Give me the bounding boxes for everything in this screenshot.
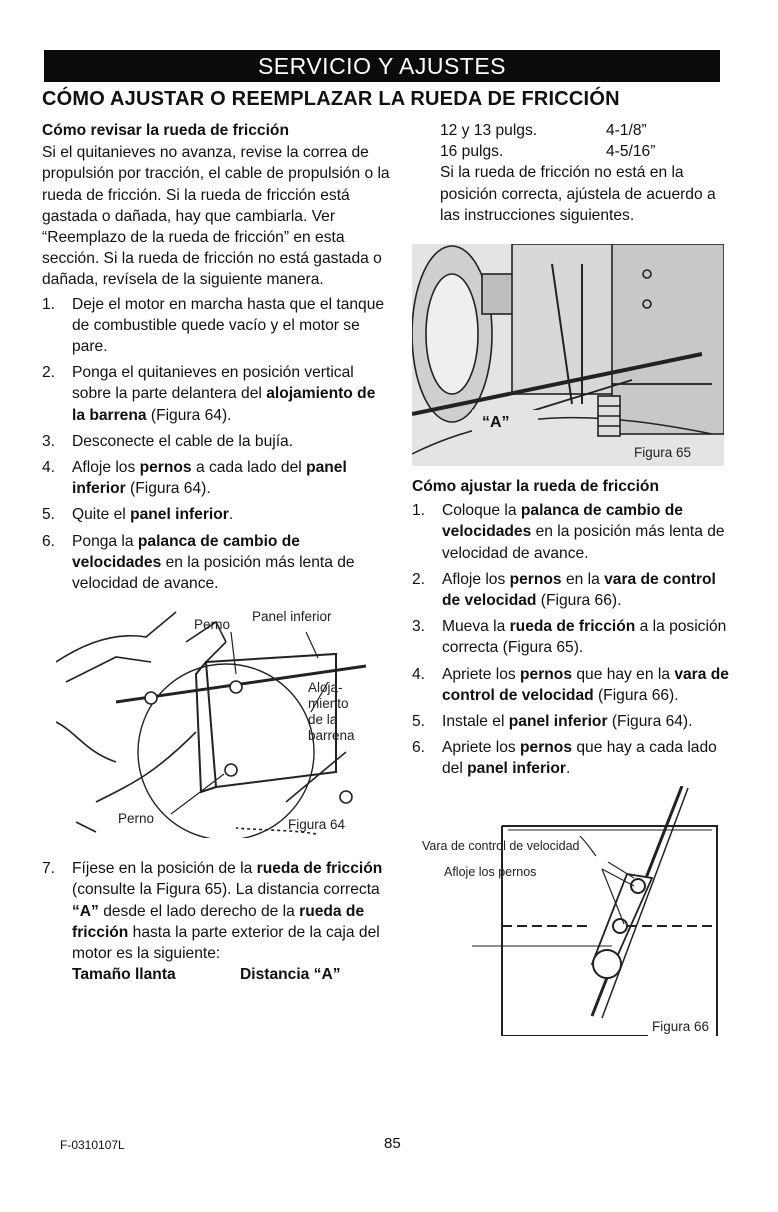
list-item: 7. Fíjese en la posición de la rueda de fricción (consulte la Figura 65). La distancia correcta “A” desde el lado derecho de la rueda de fricción hasta la parte exterior de la caja del motor es la siguiente: Tamaño llanta Distancia “A”	[42, 858, 392, 985]
figure-65-illustration	[412, 244, 724, 466]
section-title: CÓMO AJUSTAR O REEMPLAZAR LA RUEDA DE FRICCIÓN	[42, 88, 620, 110]
distance-table	[412, 120, 738, 226]
figure-65	[412, 244, 724, 466]
document-code: F-0310107L	[60, 1138, 125, 1152]
list-item: 6. Apriete los pernos que hay a cada lado del panel inferior.	[412, 739, 717, 778]
adjust-steps	[412, 500, 738, 779]
list-item: 6. Ponga la palanca de cambio de velocidades en la posición más lenta de velocidad de avance.	[42, 532, 355, 593]
step-7-list	[42, 858, 392, 985]
check-steps	[42, 294, 392, 595]
label-panel-inferior: Panel inferior	[252, 609, 332, 625]
figure-66-caption: Figura 66	[652, 1018, 710, 1034]
label-alojamiento: Aloja- miento de la barrena	[308, 680, 355, 744]
figure-65-caption: Figura 65	[634, 442, 691, 463]
figure-66-illustration	[412, 786, 732, 1036]
page-number: 85	[384, 1135, 401, 1152]
list-item: 5. Quite el panel inferior.	[42, 506, 234, 524]
figure-64	[56, 602, 376, 838]
list-item: 4. Afloje los pernos a cada lado del panel inferior (Figura 64).	[42, 459, 347, 498]
check-heading: Cómo revisar la rueda de fricción	[42, 122, 289, 139]
left-column	[42, 120, 392, 985]
list-item: 2. Afloje los pernos en la vara de control de velocidad (Figura 66).	[412, 570, 716, 610]
right-column	[412, 120, 738, 1036]
list-item: 2. Ponga el quitanieves en posición vertical sobre la parte delantera del alojamiento de la barrena (Figura 64).	[42, 364, 376, 424]
list-item: 1. Deje el motor en marcha hasta que el tanque de combustible quede vacío y el motor se pare.	[42, 295, 385, 356]
label-perno-top: Perno	[194, 617, 231, 633]
distance-a-label: “A”	[482, 414, 510, 432]
list-item: 3. Mueva la rueda de fricción a la posición correcta (Figura 65).	[412, 618, 727, 657]
section-banner: SERVICIO Y AJUSTES	[44, 50, 720, 82]
table-row: 12 y 13 pulgs. 4-1/8”	[440, 122, 647, 139]
figure-64-caption: Figura 64	[288, 817, 346, 833]
list-item: 3. Desconecte el cable de la bujía.	[42, 432, 294, 450]
check-intro: Si el quitanieves no avanza, revise la correa de propulsión por tracción, el cable de propulsión o la rueda de fricción. Si la rueda de fricción está gastada o dañada, hay que cambiarla. Ver “Reemplazo de la rueda de fricción” en esta sección. Si la rueda de fricción no está gastada o dañada, revísela de la siguiente manera.	[42, 144, 390, 289]
adjust-note: Si la rueda de fricción no está en la posición correcta, ajústela de acuerdo a las instrucciones siguientes.	[440, 164, 716, 224]
label-perno-bottom: Perno	[118, 811, 155, 827]
label-vara-control: Vara de control de velocidad	[422, 838, 580, 853]
label-afloje-pernos: Afloje los pernos	[444, 864, 537, 879]
adjust-heading: Cómo ajustar la rueda de fricción	[412, 478, 659, 496]
table-row: 16 pulgs. 4-5/16”	[440, 143, 656, 161]
list-item: 4. Apriete los pernos que hay en la vara de control de velocidad (Figura 66).	[412, 665, 729, 704]
list-item: 5. Instale el panel inferior (Figura 64).	[412, 713, 693, 731]
list-item: 1. Coloque la palanca de cambio de velocidades en la posición más lenta de velocidad de avance.	[412, 502, 725, 562]
table-header: Tamaño llanta Distancia “A”	[72, 966, 341, 984]
figure-66	[412, 786, 732, 1036]
